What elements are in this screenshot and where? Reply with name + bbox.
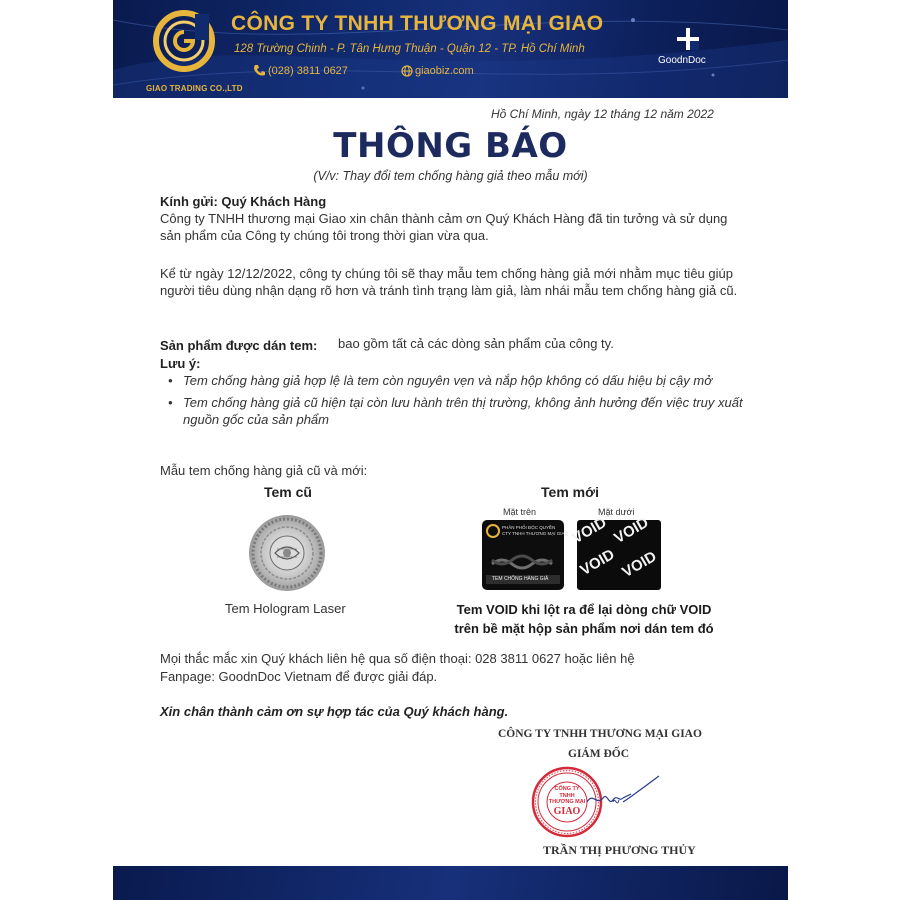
phone-icon xyxy=(253,64,265,77)
void-sticker-top-image xyxy=(482,520,568,590)
notice-date: Hồ Chí Minh, ngày 12 tháng 12 năm 2022 xyxy=(491,107,714,121)
page-title: THÔNG BÁO xyxy=(333,126,568,166)
samples-intro: Mẫu tem chống hàng giả cũ và mới: xyxy=(160,463,368,478)
products-value: bao gồm tất cả các dòng sản phẩm của công ty. xyxy=(338,336,614,351)
signatory-name: TRẦN THỊ PHƯƠNG THỦY xyxy=(543,843,696,857)
contact-line-2: Fanpage: GoodnDoc Vietnam để được giải đáp. xyxy=(160,669,438,684)
void-word: VOID xyxy=(619,547,660,582)
logo-caption: GIAO TRADING CO.,LTD xyxy=(146,84,243,93)
goodndoc-brand: GoodnDoc xyxy=(658,55,706,66)
void-word: VOID xyxy=(577,545,618,580)
bottom-side-label: Mặt dưới xyxy=(598,507,635,517)
page-subtitle: (V/v: Thay đổi tem chống hàng giả theo mẫu mới) xyxy=(313,169,588,183)
header-banner xyxy=(113,0,788,98)
notice-document xyxy=(113,0,788,900)
greeting: Kính gửi: Quý Khách Hàng xyxy=(160,194,327,209)
giao-logo-icon xyxy=(153,10,215,72)
list-item: • Tem chống hàng giả cũ hiện tại còn lưu hành trên thị trường, không ảnh hưởng đến việc truy xuất nguồn gốc của sản phẩm xyxy=(168,394,743,427)
footer-banner xyxy=(113,866,788,900)
company-website: giaobiz.com xyxy=(415,65,474,77)
change-paragraph: Kể từ ngày 12/12/2022, công ty chúng tôi sẽ thay mẫu tem chống hàng giả mới nhằm mục tiêu giúp người tiêu dùng nhận dạng rõ hơn và tránh tình trạng làm giả, làm nhái mẫu tem chống hàng giả cũ. xyxy=(160,266,738,298)
sticker-text-company: CTY TNHH THƯƠNG MẠI GIAO xyxy=(502,531,568,536)
notes-list xyxy=(168,372,758,433)
old-stamp-caption: Tem Hologram Laser xyxy=(225,601,346,616)
company-phone: (028) 3811 0627 xyxy=(268,65,348,77)
intro-paragraph: Công ty TNHH thương mại Giao xin chân thành cảm ơn Quý Khách Hàng đã tin tưởng và sử dụng sản phẩm của Công ty chúng tôi trong thời gian vừa qua. xyxy=(160,211,728,243)
old-stamp-title: Tem cũ xyxy=(264,484,312,500)
signature-company: CÔNG TY TNHH THƯƠNG MẠI GIAO xyxy=(498,728,702,740)
hologram-sticker-image xyxy=(247,513,327,593)
company-name: CÔNG TY TNHH THƯƠNG MẠI GIAO xyxy=(231,12,604,35)
closing-line: Xin chân thành cảm ơn sự hợp tác của Quý khách hàng. xyxy=(160,704,509,719)
goodndoc-logo-icon xyxy=(677,28,699,50)
void-sticker-bottom-image xyxy=(569,513,661,590)
signature-role: GIÁM ĐỐC xyxy=(568,748,630,760)
handwritten-signature xyxy=(583,772,661,812)
new-stamp-caption: Tem VOID khi lột ra để lại dòng chữ VOID trên bề mặt hộp sản phẩm nơi dán tem đó xyxy=(454,602,714,636)
void-word: VOID xyxy=(569,513,610,548)
company-address: 128 Trường Chinh - P. Tân Hưng Thuận - Quận 12 - TP. Hồ Chí Minh xyxy=(234,43,585,55)
seal-text: CÔNG TY TNHH THƯƠNG MẠI GIAO xyxy=(548,786,586,817)
top-side-label: Mặt trên xyxy=(503,507,537,517)
contact-line-1: Mọi thắc mắc xin Quý khách liên hệ qua số điện thoại: 028 3811 0627 hoặc liên hệ xyxy=(160,651,635,666)
sticker-text-band: TEM CHỐNG HÀNG GIẢ xyxy=(492,576,549,582)
products-label: Sản phẩm được dán tem: xyxy=(160,338,318,353)
new-stamp-title: Tem mới xyxy=(541,484,599,500)
note-label: Lưu ý: xyxy=(160,356,201,371)
globe-icon xyxy=(401,65,413,77)
void-word: VOID xyxy=(611,513,652,548)
list-item: • Tem chống hàng giả hợp lệ là tem còn nguyên vẹn và nắp hộp không có dấu hiệu bị cậy mở xyxy=(168,373,713,388)
sticker-text-top: PHÂN PHỐI ĐỘC QUYỀN xyxy=(502,525,556,530)
